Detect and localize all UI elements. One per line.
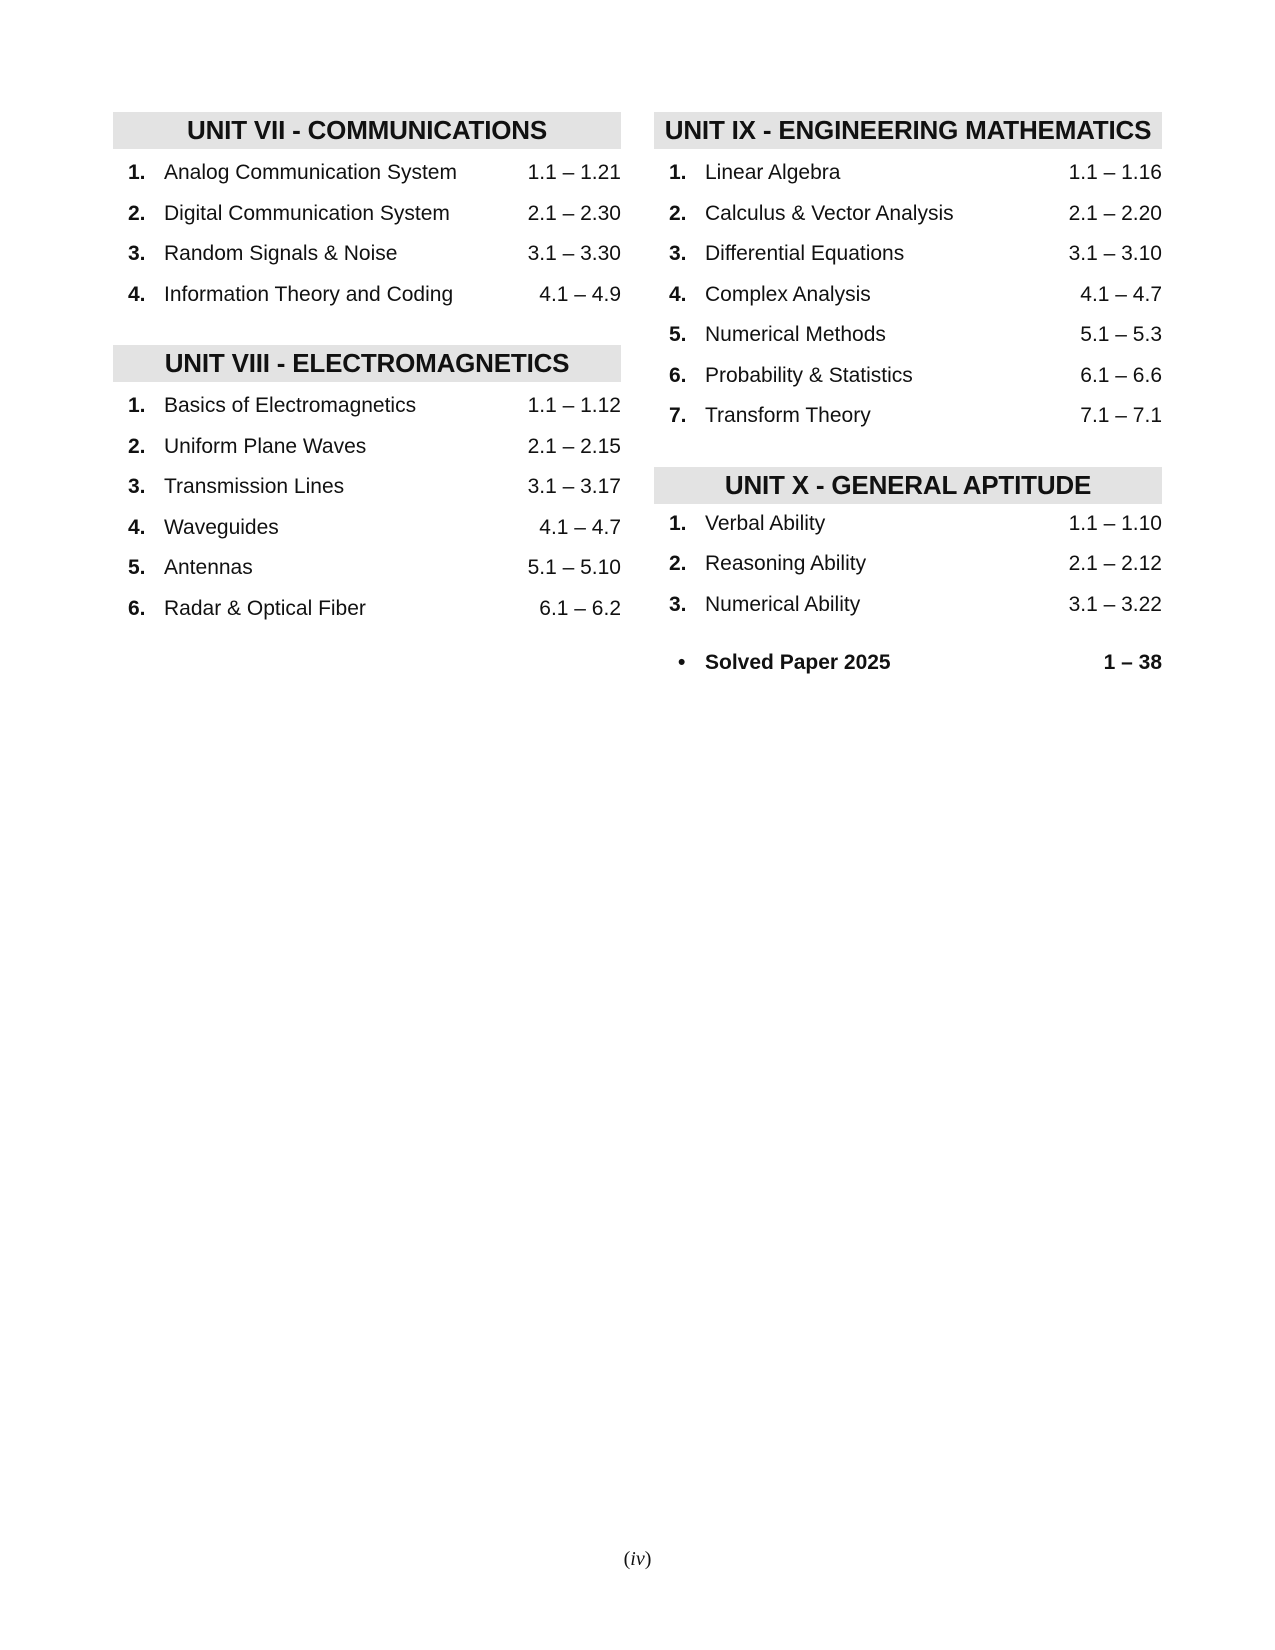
- item-pages: 3.1 – 3.22: [1068, 592, 1162, 616]
- item-title: Analog Communication System: [164, 161, 457, 184]
- item-pages: 1.1 – 1.16: [1068, 161, 1162, 184]
- toc-item[interactable]: [654, 153, 1162, 194]
- item-pages: 4.1 – 4.9: [539, 282, 621, 306]
- item-title: Transform Theory: [705, 404, 871, 427]
- item-pages: 2.1 – 2.15: [527, 434, 621, 458]
- toc-item[interactable]: [654, 585, 1162, 626]
- item-number: 1.: [128, 394, 146, 417]
- item-number: 2.: [128, 201, 146, 225]
- item-title: Calculus & Vector Analysis: [705, 201, 954, 225]
- item-number: 1.: [669, 511, 687, 535]
- item-title: Differential Equations: [705, 242, 905, 265]
- item-number: 6.: [128, 596, 146, 620]
- item-number: 4.: [128, 282, 146, 306]
- item-title: Complex Analysis: [705, 282, 871, 306]
- item-number: 2.: [669, 201, 687, 225]
- left-column: [113, 112, 621, 629]
- item-pages: 7.1 – 7.1: [1080, 404, 1162, 427]
- item-pages: 5.1 – 5.10: [527, 556, 621, 579]
- item-pages: 6.1 – 6.2: [539, 596, 621, 620]
- item-number: 1.: [128, 161, 146, 184]
- toc-item[interactable]: [113, 153, 621, 194]
- item-number: 3.: [128, 242, 146, 265]
- unit-ix-list: [654, 153, 1162, 437]
- page-number: [0, 1548, 1275, 1571]
- unit-viii-list: [113, 386, 621, 629]
- item-pages: 1.1 – 1.12: [527, 394, 621, 417]
- item-number: 4.: [128, 515, 146, 539]
- item-title: Random Signals & Noise: [164, 242, 398, 265]
- item-number: 5.: [669, 323, 687, 346]
- unit-x-list: [654, 504, 1162, 626]
- toc-item[interactable]: [654, 275, 1162, 316]
- toc-item[interactable]: [654, 544, 1162, 585]
- item-pages: 3.1 – 3.30: [527, 242, 621, 265]
- item-pages: 1.1 – 1.10: [1068, 511, 1162, 535]
- item-number: 7.: [669, 404, 687, 427]
- item-title: Digital Communication System: [164, 201, 450, 225]
- solved-paper-title: Solved Paper 2025: [705, 651, 891, 674]
- toc-item[interactable]: [654, 356, 1162, 397]
- item-pages: 6.1 – 6.6: [1080, 363, 1162, 387]
- solved-paper-entry[interactable]: [654, 643, 1162, 683]
- item-number: 3.: [669, 592, 687, 616]
- unit-ix-header: UNIT IX - ENGINEERING MATHEMATICS: [654, 112, 1162, 149]
- item-title: Radar & Optical Fiber: [164, 596, 366, 620]
- item-pages: 2.1 – 2.12: [1068, 552, 1162, 575]
- item-pages: 4.1 – 4.7: [539, 515, 621, 539]
- toc-item[interactable]: [113, 234, 621, 275]
- item-title: Antennas: [164, 556, 253, 579]
- item-title: Reasoning Ability: [705, 552, 867, 575]
- item-number: 1.: [669, 161, 687, 184]
- item-pages: 1.1 – 1.21: [527, 161, 621, 184]
- toc-item[interactable]: [113, 386, 621, 427]
- section-spacer: [654, 437, 1162, 467]
- toc-item[interactable]: [113, 275, 621, 316]
- toc-item[interactable]: [113, 548, 621, 589]
- item-number: 5.: [128, 556, 146, 579]
- toc-item[interactable]: [654, 396, 1162, 437]
- item-pages: 5.1 – 5.3: [1080, 323, 1162, 346]
- paren-close: ): [644, 1548, 652, 1570]
- item-pages: 3.1 – 3.17: [527, 475, 621, 498]
- unit-vii-header: UNIT VII - COMMUNICATIONS: [113, 112, 621, 149]
- unit-vii-list: [113, 153, 621, 315]
- item-title: Transmission Lines: [164, 475, 345, 498]
- item-number: 2.: [669, 552, 687, 575]
- item-title: Verbal Ability: [705, 511, 826, 535]
- item-pages: 4.1 – 4.7: [1080, 282, 1162, 306]
- toc-item[interactable]: [113, 194, 621, 235]
- item-title: Basics of Electromagnetics: [164, 394, 417, 417]
- toc-item[interactable]: [654, 234, 1162, 275]
- item-title: Waveguides: [164, 515, 279, 539]
- item-number: 4.: [669, 282, 687, 306]
- item-number: 6.: [669, 363, 687, 387]
- item-title: Uniform Plane Waves: [164, 434, 367, 458]
- item-number: 3.: [669, 242, 687, 265]
- item-pages: 3.1 – 3.10: [1068, 242, 1162, 265]
- right-column: [654, 112, 1162, 683]
- item-title: Numerical Ability: [705, 592, 861, 616]
- toc-item[interactable]: [113, 427, 621, 468]
- item-number: 2.: [128, 434, 146, 458]
- page-number-value: iv: [630, 1548, 645, 1570]
- item-title: Information Theory and Coding: [164, 282, 454, 306]
- item-title: Linear Algebra: [705, 161, 841, 184]
- item-title: Numerical Methods: [705, 323, 886, 346]
- paren-open: (: [623, 1548, 631, 1570]
- item-pages: 2.1 – 2.30: [527, 201, 621, 225]
- bullet-icon: •: [678, 651, 686, 674]
- toc-item[interactable]: [113, 589, 621, 630]
- toc-item[interactable]: [654, 315, 1162, 356]
- item-number: 3.: [128, 475, 146, 498]
- toc-item[interactable]: [654, 194, 1162, 235]
- item-pages: 2.1 – 2.20: [1068, 201, 1162, 225]
- section-spacer: [113, 315, 621, 345]
- item-title: Probability & Statistics: [705, 363, 913, 387]
- solved-paper-pages: 1 – 38: [1103, 651, 1162, 674]
- unit-x-header: UNIT X - GENERAL APTITUDE: [654, 467, 1162, 504]
- toc-item[interactable]: [113, 508, 621, 549]
- unit-viii-header: UNIT VIII - ELECTROMAGNETICS: [113, 345, 621, 382]
- toc-item[interactable]: [113, 467, 621, 508]
- toc-item[interactable]: [654, 504, 1162, 545]
